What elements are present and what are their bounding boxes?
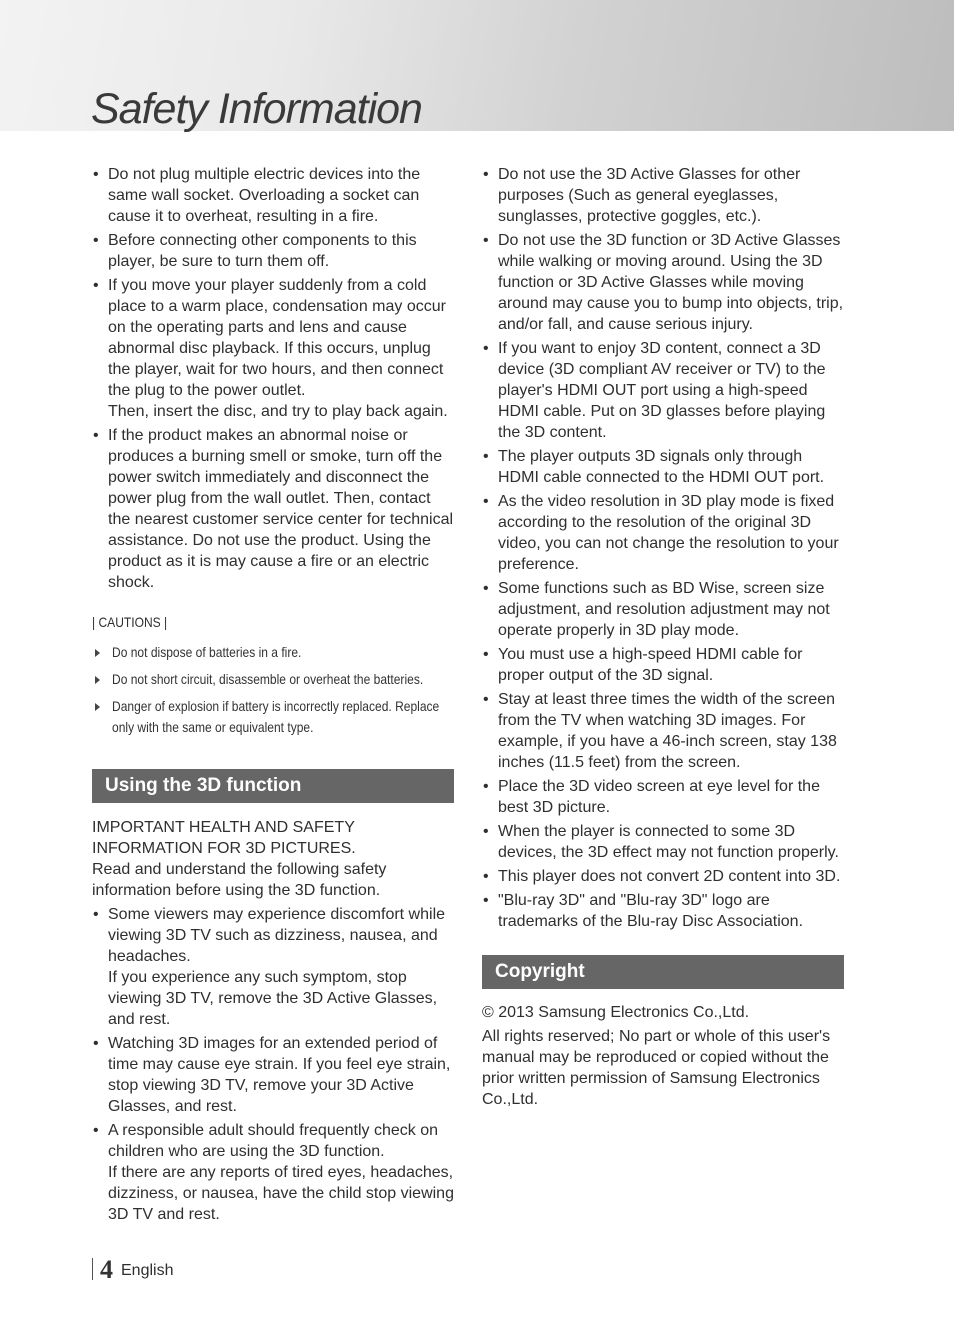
caution-item [92,642,454,663]
list-item-text: • You must use a high-speed HDMI cable for proper output of the 3D signal. [498,646,803,684]
list-item [482,776,844,818]
list-item-text: • Do not use the 3D Active Glasses for other purposes (Such as general eyeglasses, sunglasses, protective goggles, etc.). [498,166,801,225]
list-item [92,1120,454,1225]
list-item-text: • Some functions such as BD Wise, screen size adjustment, and resolution adjustment may not operate properly in 3D play mode. [498,580,830,639]
caution-text: Do not dispose of batteries in a fire. [112,644,302,660]
copyright-notice: All rights reserved; No part or whole of this user's manual may be reproduced or copied without the prior written permission of Samsung Electronics Co.,Ltd. [482,1028,831,1108]
list-item-text: • Watching 3D images for an extended period of time may cause eye strain. If you feel eye strain, stop viewing 3D TV, remove your 3D Active Glasses, and rest. [108,1035,451,1115]
list-item-text: • A responsible adult should frequently check on children who are using the 3D function. [108,1122,438,1160]
list-item [92,164,454,227]
list-item-text: • If you move your player suddenly from a cold place to a warm place, condensation may occur on the operating parts and lens and cause abnormal disc playback. If this occurs, unplug the player, wait for two hours, and then connect the plug to the power outlet. [108,277,446,399]
list-item-text: • As the video resolution in 3D play mode is fixed according to the resolution of the original 3D video, you can not change the resolution to your preference. [498,493,839,573]
list-item [482,164,844,227]
list-item-text: • Place the 3D video screen at eye level for the best 3D picture. [498,778,820,816]
left-column [92,164,454,1228]
list-item-text: • This player does not convert 2D content into 3D. [498,868,841,885]
right-column [482,164,844,1113]
triangle-bullet-icon [95,649,100,657]
list-item [482,866,844,887]
list-item-text: • "Blu-ray 3D" and "Blu-ray 3D" logo are trademarks of the Blu-ray Disc Association. [498,892,804,930]
footer-divider [92,1258,93,1280]
3d-intro-text: Read and understand the following safety information before using the 3D function. [92,861,387,899]
list-item [482,689,844,773]
list-item [92,904,454,1030]
caution-text: Do not short circuit, disassemble or overheat the batteries. [112,671,424,687]
list-item [92,230,454,272]
3d-bullet-list [92,904,454,1225]
list-item-text: • The player outputs 3D signals only through HDMI cable connected to the HDMI OUT port. [498,448,825,486]
safety-bullet-list [92,164,454,593]
list-item-text: • Do not plug multiple electric devices into the same wall socket. Overloading a socket can cause it to overheat, resulting in a fire. [108,166,421,225]
list-item-text: • Do not use the 3D function or 3D Active Glasses while walking or moving around. Using the 3D function or 3D Active Glasses while moving around may cause you to bump into objects, trip, and/or fall, and cause serious injury. [498,232,844,333]
caution-item [92,696,454,738]
3d-intro-heading: IMPORTANT HEALTH AND SAFETY INFORMATION FOR 3D PICTURES. [92,819,356,857]
list-item [482,491,844,575]
page-number: 4 [100,1255,113,1284]
3d-bullet-list-continued [482,164,844,932]
language-label: English [121,1262,174,1279]
list-item-text: • When the player is connected to some 3D devices, the 3D effect may not function properly. [498,823,839,861]
list-item-text: • If you want to enjoy 3D content, connect a 3D device (3D compliant AV receiver or TV) to the player's HDMI OUT port using a high-speed HDMI cable. Put on 3D glasses before playing the 3D content. [498,340,826,441]
section-heading-copyright: Copyright [482,955,844,989]
list-item-text: • Stay at least three times the width of the screen from the TV when watching 3D images. For example, if you have a 46-inch screen, stay 138 inches (11.5 feet) from the screen. [498,691,837,771]
triangle-bullet-icon [95,703,100,711]
cautions-list [92,642,454,738]
cautions-label: | CAUTIONS | [92,614,168,630]
triangle-bullet-icon [95,676,100,684]
list-item [482,890,844,932]
list-item [482,644,844,686]
copyright-line: © 2013 Samsung Electronics Co.,Ltd. [482,1004,750,1021]
list-item [92,1033,454,1117]
caution-text: Danger of explosion if battery is incorrectly replaced. Replace only with the same or equivalent type. [112,698,440,735]
list-item [482,821,844,863]
list-item [482,338,844,443]
page-footer [92,1253,173,1283]
list-item-text: If there are any reports of tired eyes, headaches, dizziness, or nausea, have the child stop viewing 3D TV and rest. [108,1164,454,1223]
list-item-text: If you experience any such symptom, stop viewing 3D TV, remove the 3D Active Glasses, and rest. [108,969,438,1028]
page-title: Safety Information [91,85,422,133]
caution-item [92,669,454,690]
list-item-text: • Some viewers may experience discomfort while viewing 3D TV such as dizziness, nausea, and headaches. [108,906,446,965]
list-item [482,578,844,641]
section-heading-3d: Using the 3D function [92,769,454,803]
list-item [92,425,454,593]
list-item-text: • Before connecting other components to this player, be sure to turn them off. [108,232,417,270]
list-item-text: Then, insert the disc, and try to play back again. [108,403,448,420]
list-item [482,230,844,335]
list-item [482,446,844,488]
list-item-text: • If the product makes an abnormal noise or produces a burning smell or smoke, turn off the power switch immediately and disconnect the power plug from the wall outlet. Then, contact the nearest customer service center for technical assistance. Do not use the product. Using the product as it is may cause a fire or an electric shock. [108,427,454,591]
list-item [92,275,454,422]
